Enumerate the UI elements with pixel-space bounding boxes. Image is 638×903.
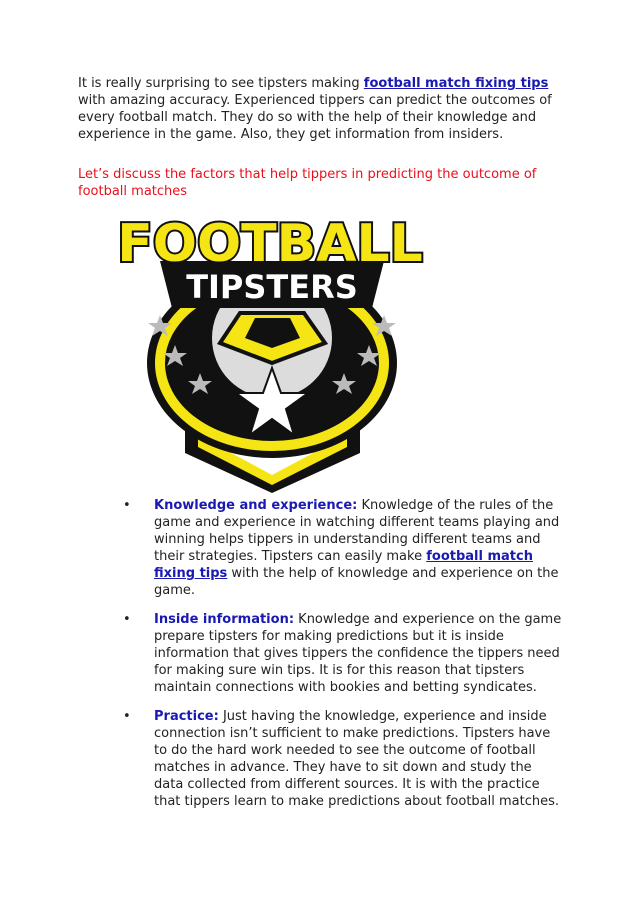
list-item-text-after: with the help of knowledge and experience on the game. bbox=[154, 566, 559, 598]
list-item-text: Knowledge of the rules of the game and experience in watching different teams playing and winning helps tippers in understanding different teams and their strategies. Tipsters can easily make bbox=[154, 498, 560, 564]
bullet-dot: • bbox=[123, 612, 131, 627]
football-match-fixing-tips-link[interactable]: football match fixing tips bbox=[154, 549, 533, 581]
highlight-paragraph: Let’s discuss the factors that help tippers in predicting the outcome of football matches bbox=[78, 167, 537, 199]
football-tipsters-logo bbox=[90, 213, 450, 493]
list-item-term: Knowledge and experience: bbox=[154, 498, 358, 513]
list-item bbox=[123, 611, 563, 696]
intro-text-before: It is really surprising to see tipsters making bbox=[78, 76, 364, 91]
list-item bbox=[123, 497, 563, 599]
football-match-fixing-tips-link[interactable]: football match fixing tips bbox=[363, 76, 549, 91]
list-item-term: Practice: bbox=[154, 709, 219, 724]
bullet-dot: • bbox=[123, 498, 131, 513]
intro-text-after: with amazing accuracy. Experienced tippers can predict the outcomes of every football match. They do so with the help of their knowledge and experience in the game. Also, they get information from insiders. bbox=[78, 93, 552, 142]
intro-paragraph bbox=[78, 75, 563, 143]
bullet-dot: • bbox=[123, 709, 131, 724]
logo-subtitle: TIPSTERS bbox=[186, 268, 358, 306]
factor-list bbox=[123, 497, 563, 822]
logo-title: FOOTBALL bbox=[117, 214, 423, 274]
list-item bbox=[123, 708, 563, 810]
list-item-term: Inside information: bbox=[154, 612, 295, 627]
list-item-text: Knowledge and experience on the game prepare tipsters for making predictions but it is inside information that gives tippers the confidence the tippers need for making sure win tips. It is for this reason that tipsters maintain connections with bookies and betting syndicates. bbox=[154, 612, 562, 695]
list-item-text: Just having the knowledge, experience and inside connection isn’t sufficient to make predictions. Tipsters have to do the hard work needed to see the outcome of football matches in advance. They have to sit down and study the data collected from different sources. It is with the practice that tippers learn to make predictions about football matches. bbox=[154, 709, 560, 809]
